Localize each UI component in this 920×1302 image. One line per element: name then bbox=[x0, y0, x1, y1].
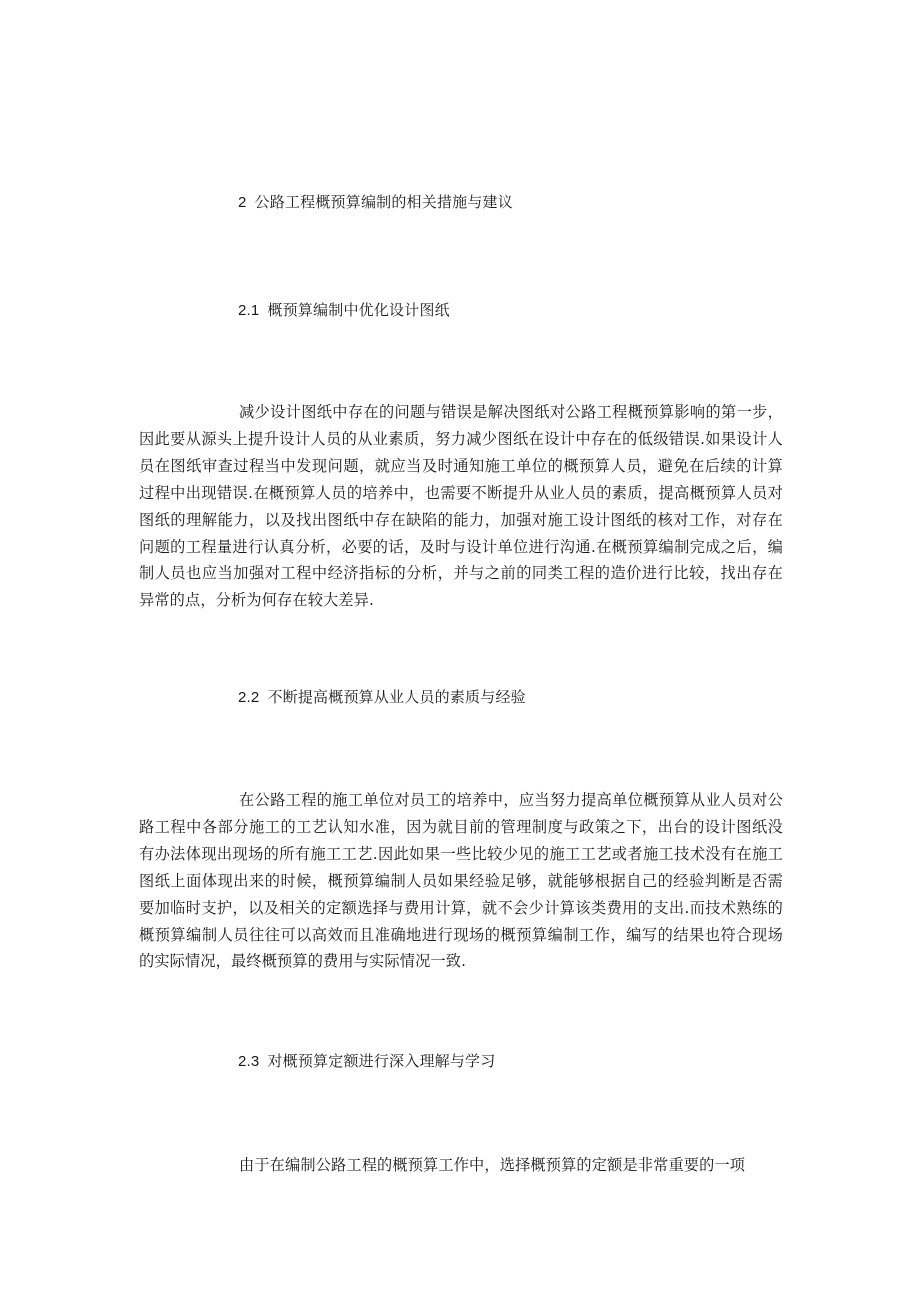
subsection-number: 2.1 bbox=[238, 302, 260, 319]
subsection-title: 概预算编制中优化设计图纸 bbox=[267, 301, 450, 319]
section-number: 2 bbox=[238, 194, 247, 211]
subsection-heading-2-3 bbox=[238, 1051, 495, 1072]
subsection-heading-2-1 bbox=[238, 300, 450, 321]
section-title: 公路工程概预算编制的相关措施与建议 bbox=[254, 193, 513, 211]
paragraph-2-1: 减少设计图纸中存在的问题与错误是解决图纸对公路工程概预算影响的第一步，因此要从源头上提升设计人员的从业素质，努力减少图纸在设计中存在的低级错误.如果设计人员在图纸审查过程当中发现问题，就应当及时通知施工单位的概预算人员，避免在后续的计算过程中出现错误.在概预算人员的培养中，也需要不断提升从业人员的素质，提高概预算人员对图纸的理解能力，以及找出图纸中存在缺陷的能力，加强对施工设计图纸的核对工作，对存在问题的工程量进行认真分析，必要的话，及时与设计单位进行沟通.在概预算编制完成之后，编制人员也应当加强对工程中经济指标的分析，并与之前的同类工程的造价进行比较，找出存在异常的点，分析为何存在较大差异. bbox=[139, 403, 783, 610]
subsection-number: 2.3 bbox=[238, 1053, 260, 1070]
subsection-heading-2-2 bbox=[238, 687, 526, 708]
paragraph-2-2: 在公路工程的施工单位对员工的培养中，应当努力提高单位概预算从业人员对公路工程中各部分施工的工艺认知水准，因为就目前的管理制度与政策之下，出台的设计图纸没有办法体现出现场的所有施工工艺.因此如果一些比较少见的施工工艺或者施工技术没有在施工图纸上面体现出来的时候，概预算编制人员如果经验足够，就能够根据自己的经验判断是否需要加临时支护，以及相关的定额选择与费用计算，就不会少计算该类费用的支出.而技术熟练的概预算编制人员往往可以高效而且准确地进行现场的概预算编制工作，编写的结果也符合现场的实际情况，最终概预算的费用与实际情况一致. bbox=[139, 791, 783, 971]
section-heading bbox=[238, 192, 513, 213]
paragraph-2-3: 由于在编制公路工程的概预算工作中，选择概预算的定额是非常重要的一项 bbox=[239, 1156, 746, 1174]
subsection-title: 对概预算定额进行深入理解与学习 bbox=[267, 1052, 496, 1070]
subsection-number: 2.2 bbox=[238, 689, 260, 706]
subsection-title: 不断提高概预算从业人员的素质与经验 bbox=[267, 688, 526, 706]
